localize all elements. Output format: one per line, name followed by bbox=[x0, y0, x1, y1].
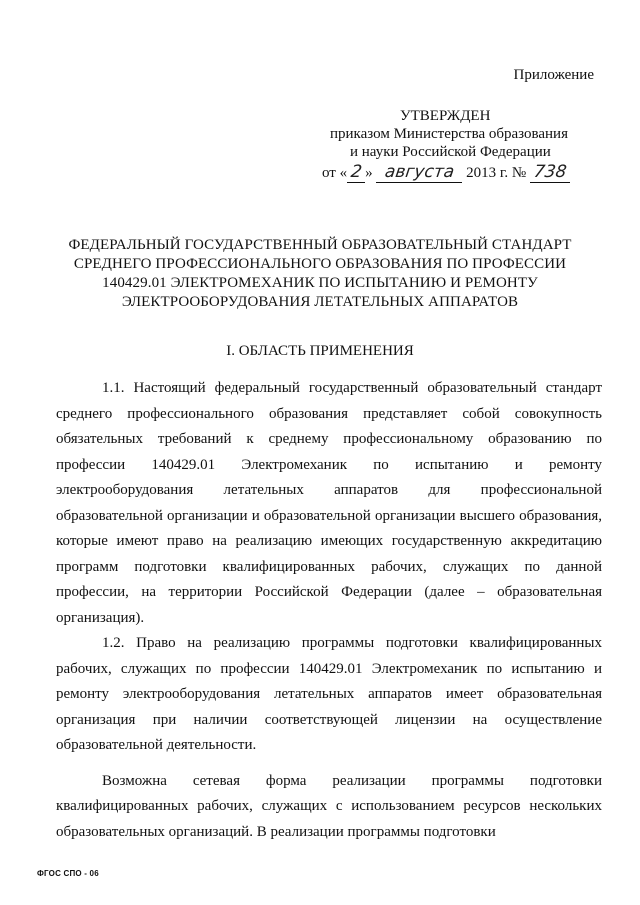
order-number-handwritten: 738 bbox=[532, 162, 568, 182]
order-line-1: приказом Министерства образования bbox=[330, 126, 568, 142]
section-heading: I. ОБЛАСТЬ ПРИМЕНЕНИЯ bbox=[226, 343, 414, 359]
order-month bbox=[376, 162, 462, 183]
appendix-label: Приложение bbox=[513, 67, 594, 83]
order-day bbox=[347, 162, 365, 183]
date-prefix: от « bbox=[322, 165, 348, 181]
title-line-2: СРЕДНЕГО ПРОФЕССИОНАЛЬНОГО ОБРАЗОВАНИЯ ПО ПРОФЕССИИ bbox=[73, 256, 567, 272]
order-date-line bbox=[322, 162, 640, 183]
order-day-handwritten: 2 bbox=[349, 162, 363, 182]
paragraph-1-1: 1.1. Настоящий федеральный государственный образовательный стандарт среднего профессионального образования представляет собой совокупность обязательных требований к среднему профессиональному образованию по профессии 140429.01 Электромеханик по испытанию и ремонту электрооборудования летательных аппаратов для профессиональной образовательной организации и образовательной организации высшего образования, которые имеют право на реализацию имеющих государственную аккредитацию программ подготовки квалифицированных рабочих, служащих по данной профессии, на территории Российской Федерации (далее – образовательная организация). bbox=[56, 380, 602, 626]
order-line-2: и науки Российской Федерации bbox=[350, 144, 551, 160]
section-body bbox=[56, 376, 602, 845]
paragraph-network-form: Возможна сетевая форма реализации программы подготовки квалифицированных рабочих, служащих с использованием ресурсов нескольких образовательных организаций. В реализации программы подготовки bbox=[56, 772, 602, 840]
title-line-4: ЭЛЕКТРООБОРУДОВАНИЯ ЛЕТАТЕЛЬНЫХ АППАРАТОВ bbox=[121, 294, 519, 310]
document-title bbox=[40, 236, 600, 312]
order-year: 2013 г. № bbox=[466, 165, 527, 181]
title-line-1: ФЕДЕРАЛЬНЫЙ ГОСУДАРСТВЕННЫЙ ОБРАЗОВАТЕЛЬНЫЙ СТАНДАРТ bbox=[68, 237, 572, 253]
title-line-3: 140429.01 ЭЛЕКТРОМЕХАНИК ПО ИСПЫТАНИЮ И РЕМОНТУ bbox=[102, 275, 538, 291]
footer-code: ФГОС СПО - 06 bbox=[37, 869, 99, 878]
date-day-suffix: » bbox=[365, 165, 373, 181]
paragraph-1-2: 1.2. Право на реализацию программы подготовки квалифицированных рабочих, служащих по профессии 140429.01 Электромеханик по испытанию и ремонту электрооборудования летательных аппаратов имеет образовательная организация при наличии соответствующей лицензии на осуществление образовательной деятельности. bbox=[56, 635, 602, 753]
order-number bbox=[530, 162, 570, 183]
order-month-handwritten: августа bbox=[383, 162, 456, 182]
approved-label: УТВЕРЖДЕН bbox=[400, 108, 491, 124]
